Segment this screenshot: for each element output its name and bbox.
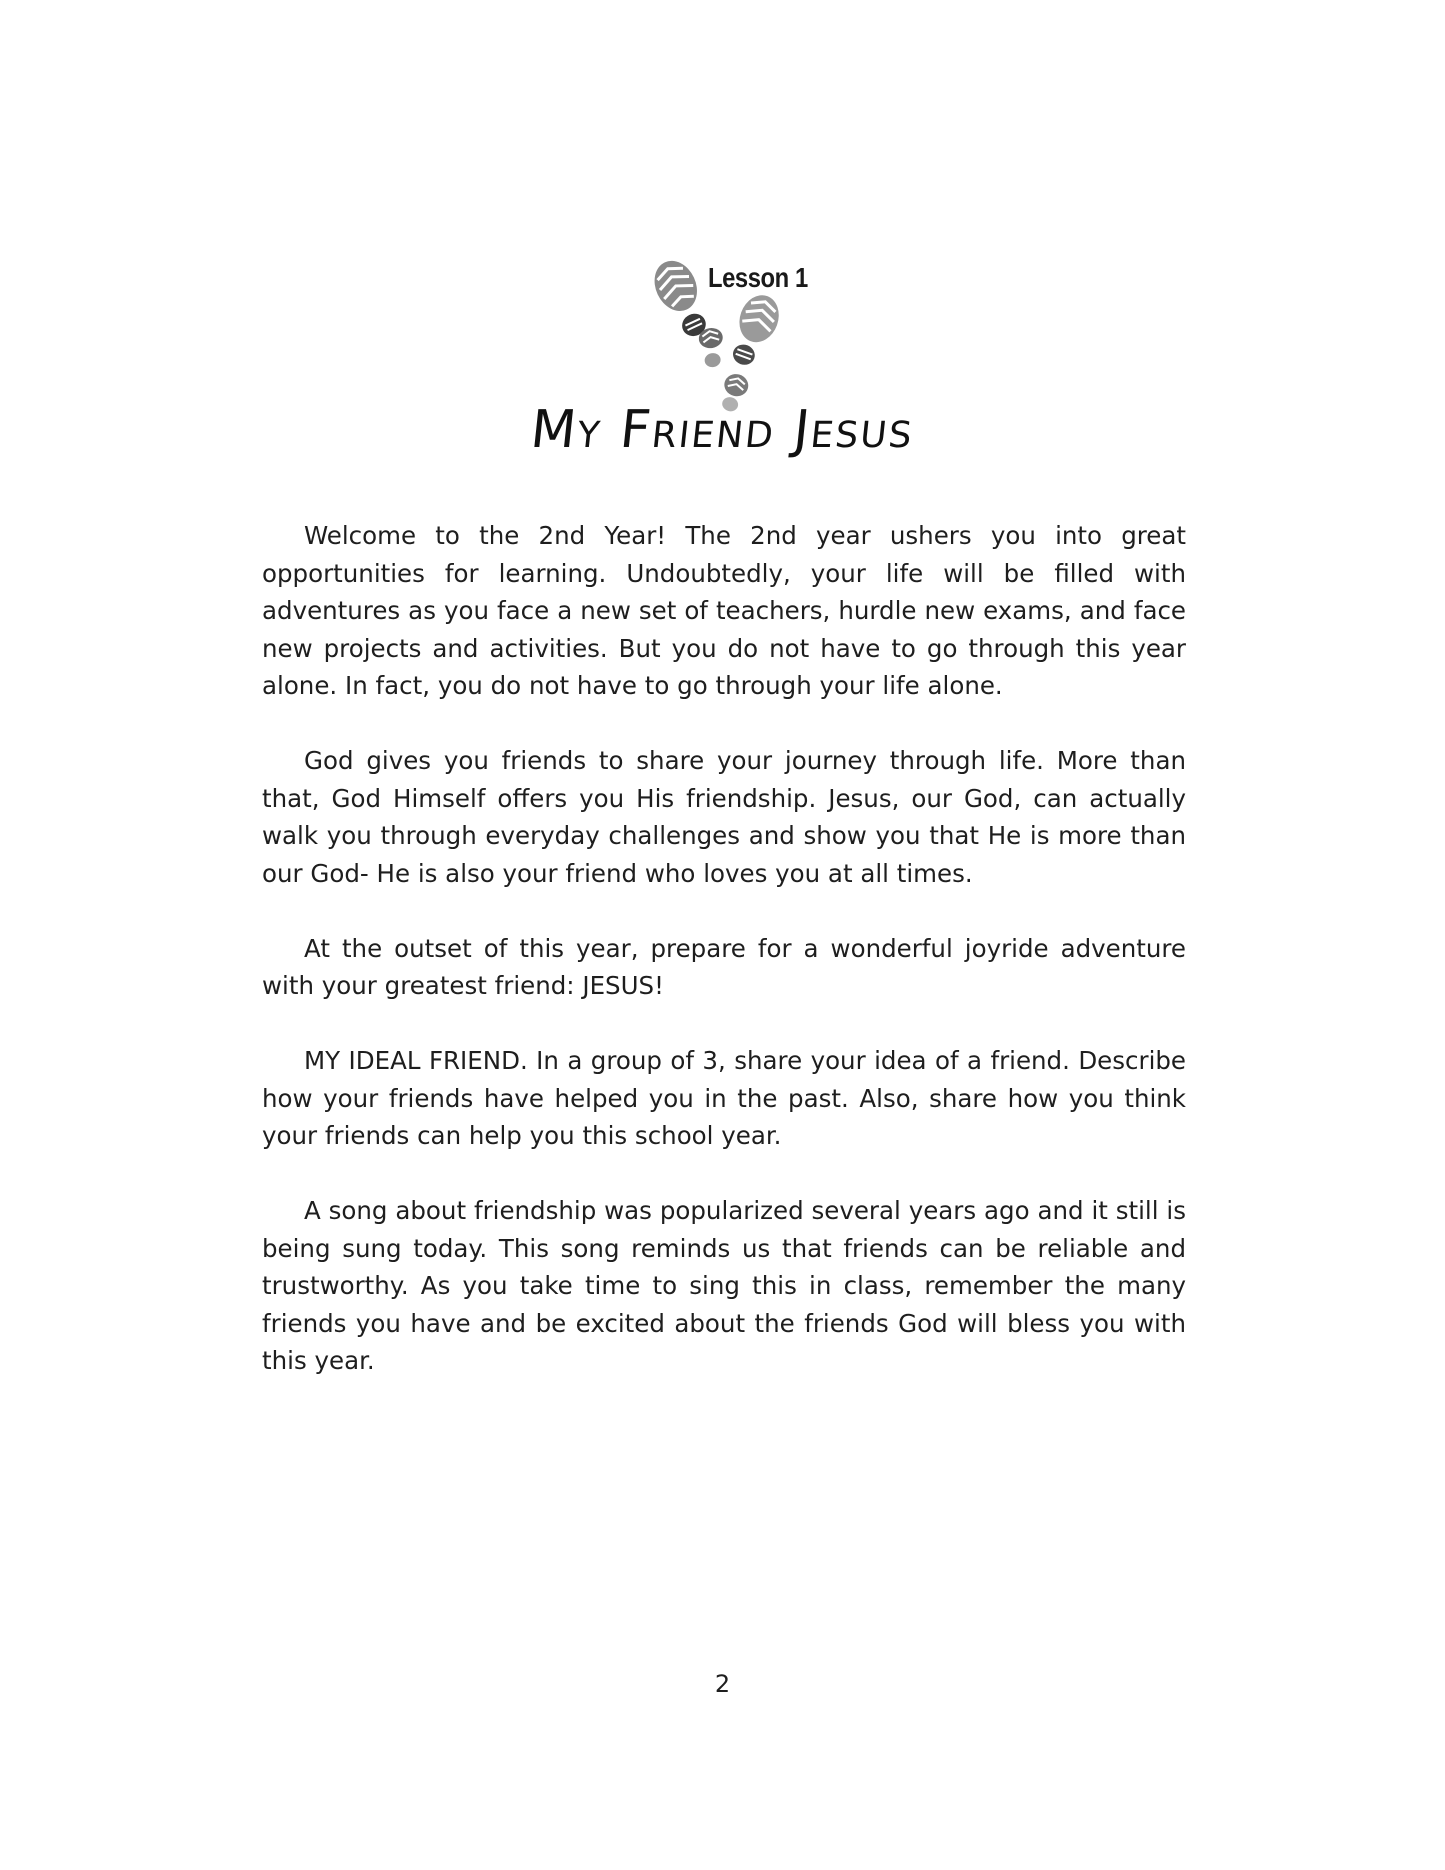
paragraph: MY IDEAL FRIEND. In a group of 3, share your idea of a friend. Describe how your friends have helped you in the past. Also, share how you think your friends can help you this school year. (262, 1046, 1186, 1150)
body-text (262, 517, 1186, 1417)
paragraph: God gives you friends to share your journey through life. More than that, God Himself offers you His friendship. Jesus, our God, can actually walk you through everyday challenges and show you that He is more than our God- He is also your friend who loves you at all times. (262, 746, 1186, 888)
lesson-label: Lesson 1 (708, 262, 808, 293)
page-title: My Friend Jesus (527, 400, 918, 460)
page-number: 2 (714, 1670, 731, 1698)
shoe-print-middle-icon (697, 326, 727, 369)
paragraph: Welcome to the 2nd Year! The 2nd year ushers you into great opportunities for learning. Undoubtedly, your life will be filled with adventures as you face a new set of teachers, hurdle new exams, and face new projects and activities. But you do not have to go through this year alone. In fact, you do not have to go through your life alone. (262, 521, 1186, 700)
shoe-print-right-icon (724, 290, 785, 372)
paragraph: At the outset of this year, prepare for a wonderful joyride adventure with your greatest friend: JESUS! (262, 933, 1186, 1000)
paragraph: A song about friendship was popularized several years ago and it still is being sung today. This song reminds us that friends can be reliable and trustworthy. As you take time to sing this in class, remember the many friends you have and be excited about the friends God will bless you with this year. (262, 1196, 1186, 1375)
